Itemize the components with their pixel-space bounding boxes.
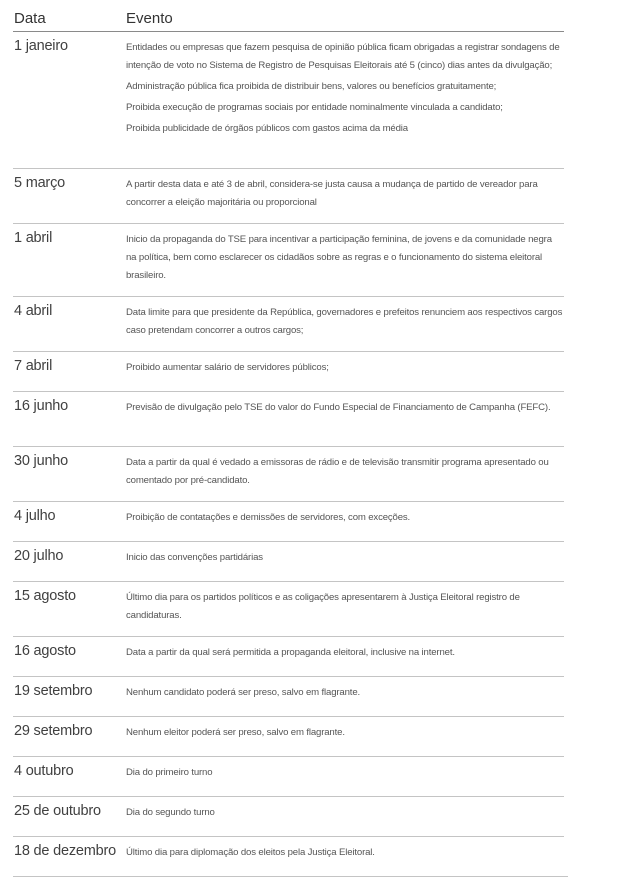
event-description: Inicio das convenções partidárias bbox=[126, 552, 263, 563]
event-description: Dia do primeiro turno bbox=[126, 767, 213, 778]
event-description: Último dia para diplomação dos eleitos pela Justiça Eleitoral. bbox=[126, 847, 375, 858]
table-header bbox=[13, 0, 564, 32]
event-description-cell bbox=[126, 717, 564, 756]
event-description: Proibição de contatações e demissões de servidores, com exceções. bbox=[126, 512, 411, 523]
event-description: Nenhum eleitor poderá ser preso, salvo em flagrante. bbox=[126, 727, 345, 738]
event-date: 15 agosto bbox=[14, 588, 76, 604]
event-description: Proibido aumentar salário de servidores públicos; bbox=[126, 362, 329, 373]
event-description-cell bbox=[126, 837, 568, 876]
event-description: Inicio da propaganda do TSE para incentivar a participação feminina, de jovens e da comunidade negra na política, bem como esclarecer os cidadãos sobre as regras e o funcionamento do sistema eleitoral brasileiro. bbox=[126, 234, 552, 281]
event-description: A partir desta data e até 3 de abril, considera-se justa causa a mudança de partido de vereador para concorrer a eleição majoritária ou proporcional bbox=[126, 179, 538, 208]
event-description-cell bbox=[126, 169, 564, 223]
event-description: Último dia para os partidos políticos e as coligações apresentarem à Justiça Eleitoral registro de candidaturas. bbox=[126, 592, 520, 621]
event-description-cell bbox=[126, 542, 564, 581]
event-description: Data limite para que presidente da República, governadores e prefeitos renunciem aos respectivos cargos caso pretendam concorrer a outros cargos; bbox=[126, 307, 563, 336]
event-description-cell bbox=[126, 582, 564, 636]
event-description: Administração pública fica proibida de distribuir bens, valores ou benefícios gratuitamente; bbox=[126, 81, 497, 92]
event-date: 1 abril bbox=[14, 230, 53, 246]
event-description-cell bbox=[126, 502, 564, 541]
table-row bbox=[13, 542, 564, 582]
column-header-date: Data bbox=[14, 10, 46, 27]
event-description-cell bbox=[126, 297, 564, 351]
election-calendar-table bbox=[13, 0, 564, 877]
table-row bbox=[13, 677, 564, 717]
event-date: 4 outubro bbox=[14, 763, 74, 779]
table-row bbox=[13, 797, 564, 837]
event-date: 25 de outubro bbox=[14, 803, 101, 819]
event-date: 30 junho bbox=[14, 453, 69, 469]
event-description: Nenhum candidato poderá ser preso, salvo em flagrante. bbox=[126, 687, 361, 698]
event-date: 1 janeiro bbox=[14, 38, 68, 54]
table-row bbox=[13, 352, 564, 392]
event-description-cell bbox=[126, 32, 564, 168]
event-description: Data a partir da qual é vedado a emissoras de rádio e de televisão transmitir programa apresentado ou comentado por pré-candidato. bbox=[126, 457, 549, 486]
event-description-cell bbox=[126, 352, 564, 391]
column-header-event: Evento bbox=[126, 10, 173, 27]
event-date: 4 julho bbox=[14, 508, 56, 524]
event-description: Previsão de divulgação pelo TSE do valor do Fundo Especial de Financiamento de Campanha (FEFC). bbox=[126, 402, 551, 413]
event-description-cell bbox=[126, 677, 564, 716]
event-date: 29 setembro bbox=[14, 723, 93, 739]
event-description-cell bbox=[126, 392, 564, 446]
table-row bbox=[13, 392, 564, 447]
event-date: 16 junho bbox=[14, 398, 69, 414]
event-date: 5 março bbox=[14, 175, 65, 191]
event-date: 20 julho bbox=[14, 548, 64, 564]
table-row bbox=[13, 169, 564, 224]
event-description-cell bbox=[126, 757, 564, 796]
event-date: 16 agosto bbox=[14, 643, 76, 659]
table-row bbox=[13, 447, 564, 502]
event-description: Entidades ou empresas que fazem pesquisa de opinião pública ficam obrigadas a registrar sondagens de intenção de voto no Sistema de Registro de Pesquisas Eleitorais até 5 (cinco) dias antes da divulgação; bbox=[126, 42, 560, 71]
event-description-cell bbox=[126, 447, 564, 501]
event-description: Data a partir da qual será permitida a propaganda eleitoral, inclusive na internet. bbox=[126, 647, 455, 658]
table-row bbox=[13, 637, 564, 677]
event-date: 4 abril bbox=[14, 303, 53, 319]
table-body bbox=[13, 32, 564, 877]
event-description: Proibida execução de programas sociais por entidade nominalmente vinculada a candidato; bbox=[126, 102, 503, 113]
event-description-cell bbox=[126, 224, 564, 296]
table-row bbox=[13, 224, 564, 297]
table-row bbox=[13, 297, 564, 352]
table-row bbox=[13, 837, 568, 877]
table-row bbox=[13, 502, 564, 542]
table-row bbox=[13, 717, 564, 757]
event-date: 18 de dezembro bbox=[14, 843, 116, 859]
table-row bbox=[13, 757, 564, 797]
event-date: 19 setembro bbox=[14, 683, 93, 699]
event-description-cell bbox=[126, 797, 564, 836]
table-row bbox=[13, 32, 564, 169]
event-date: 7 abril bbox=[14, 358, 53, 374]
event-description: Dia do segundo turno bbox=[126, 807, 215, 818]
table-row bbox=[13, 582, 564, 637]
event-description-cell bbox=[126, 637, 564, 676]
event-description: Proibida publicidade de órgãos públicos com gastos acima da média bbox=[126, 123, 408, 134]
